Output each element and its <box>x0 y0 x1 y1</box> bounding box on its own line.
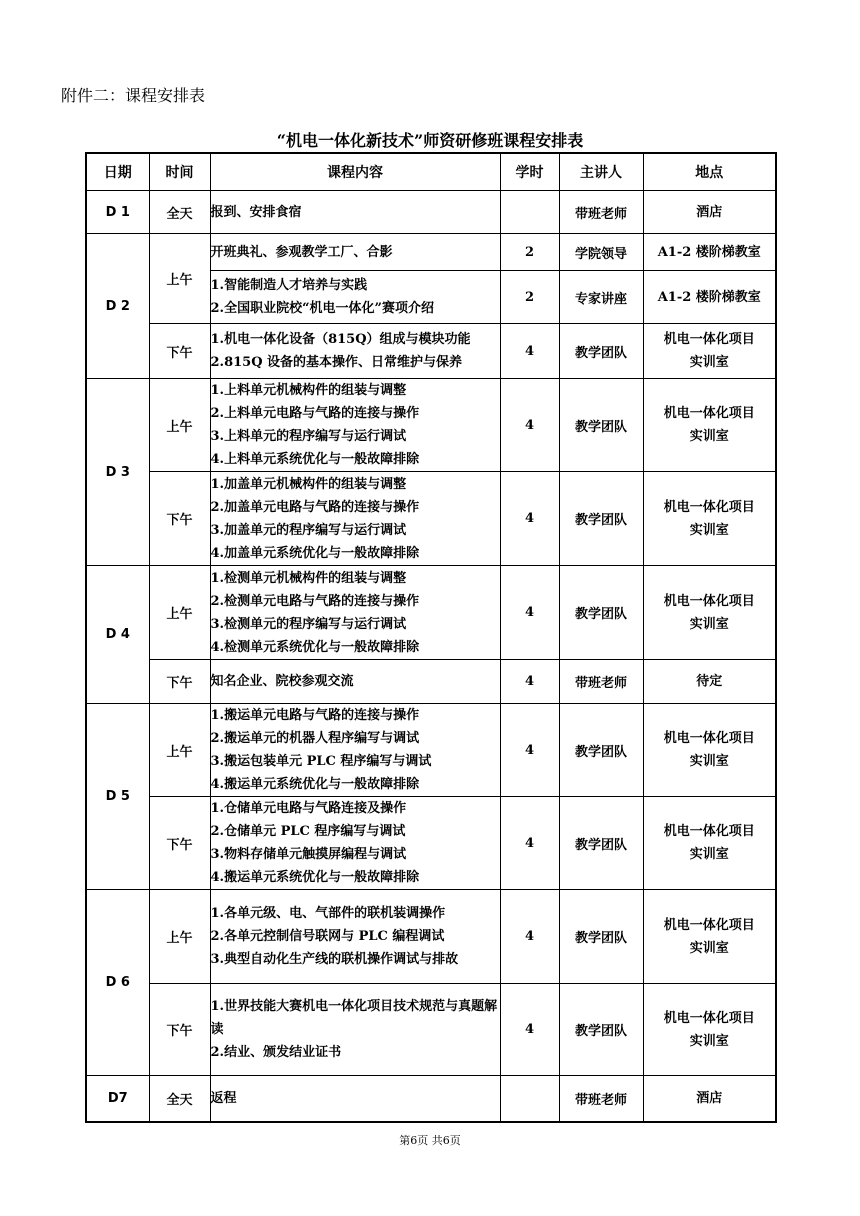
speaker-cell: 带班老师 <box>559 191 643 234</box>
speaker-cell: 教学团队 <box>559 984 643 1076</box>
content-line: 4.搬运单元系统优化与一般故障排除 <box>210 777 420 792</box>
location-cell <box>643 472 776 566</box>
location-line: 机电一体化项目 <box>663 499 755 515</box>
location-cell <box>643 234 776 271</box>
location-line: 机电一体化项目 <box>663 593 755 609</box>
location-line: 机电一体化项目 <box>663 406 755 421</box>
day-cell: D 6 <box>86 890 149 1076</box>
table-row <box>86 324 776 379</box>
location-line: 机电一体化项目 <box>663 917 755 933</box>
location-cell <box>643 704 776 797</box>
page-footer: 第6页 共6页 <box>399 1134 461 1147</box>
hours-cell: 4 <box>500 472 559 566</box>
table-row <box>86 472 776 566</box>
time-cell: 上午 <box>149 234 210 324</box>
location-line: A1-2 楼阶梯教室 <box>657 289 761 305</box>
content-line: 1.加盖单元机械构件的组装与调整 <box>210 476 407 492</box>
content-line: 3.上料单元的程序编写与运行调试 <box>210 429 407 444</box>
location-line: 实训室 <box>689 429 729 444</box>
content-cell <box>210 379 500 472</box>
content-line: 2.搬运单元的机器人程序编写与调试 <box>210 731 420 746</box>
content-cell <box>210 234 500 271</box>
hours-cell: 4 <box>500 660 559 704</box>
speaker-cell: 教学团队 <box>559 324 643 379</box>
location-line: 机电一体化项目 <box>663 824 755 839</box>
location-cell <box>643 271 776 324</box>
table-row <box>86 191 776 234</box>
header-date: 日期 <box>86 153 149 191</box>
content-line: 3.加盖单元的程序编写与运行调试 <box>210 522 407 538</box>
schedule-table <box>85 152 777 1123</box>
content-line: 2.815Q 设备的基本操作、日常维护与保养 <box>210 355 463 370</box>
header-time: 时间 <box>149 153 210 191</box>
speaker-cell: 教学团队 <box>559 379 643 472</box>
location-line: 实训室 <box>689 522 729 538</box>
table-row <box>86 1076 776 1122</box>
schedule-body <box>86 191 776 1122</box>
content-cell <box>210 566 500 660</box>
location-line: A1-2 楼阶梯教室 <box>657 244 761 260</box>
content-line: 1.各单元级、电、气部件的联机装调操作 <box>210 906 446 921</box>
content-line: 4.上料单元系统优化与一般故障排除 <box>210 452 420 467</box>
content-line: 2.各单元控制信号联网与 PLC 编程调试 <box>210 929 445 944</box>
day-cell: D 5 <box>86 704 149 890</box>
location-line: 机电一体化项目 <box>663 731 755 746</box>
table-header-row <box>86 153 776 191</box>
day-cell: D 3 <box>86 379 149 566</box>
content-cell <box>210 191 500 234</box>
content-line: 2.仓储单元 PLC 程序编写与调试 <box>210 824 406 839</box>
content-line: 1.搬运单元电路与气路的连接与操作 <box>210 708 420 723</box>
content-cell <box>210 324 500 379</box>
content-cell <box>210 704 500 797</box>
location-line: 实训室 <box>689 847 729 862</box>
speaker-cell: 教学团队 <box>559 566 643 660</box>
speaker-cell: 教学团队 <box>559 472 643 566</box>
location-line: 实训室 <box>689 1033 729 1049</box>
content-line: 4.加盖单元系统优化与一般故障排除 <box>210 545 420 561</box>
content-cell <box>210 984 500 1076</box>
location-line: 机电一体化项目 <box>663 1010 755 1026</box>
time-cell: 下午 <box>149 324 210 379</box>
speaker-cell: 带班老师 <box>559 1076 643 1122</box>
time-cell: 全天 <box>149 1076 210 1122</box>
speaker-cell: 学院领导 <box>559 234 643 271</box>
content-line: 2.结业、颁发结业证书 <box>210 1045 342 1060</box>
location-line: 酒店 <box>696 1090 723 1106</box>
time-cell: 上午 <box>149 704 210 797</box>
location-cell <box>643 566 776 660</box>
hours-cell: 4 <box>500 890 559 984</box>
speaker-cell: 教学团队 <box>559 797 643 890</box>
location-line: 实训室 <box>689 940 729 956</box>
content-line: 4.搬运单元系统优化与一般故障排除 <box>210 870 420 885</box>
location-line: 酒店 <box>696 204 723 220</box>
content-line: 1.智能制造人才培养与实践 <box>210 278 368 293</box>
hours-cell <box>500 191 559 234</box>
table-row <box>86 704 776 797</box>
location-cell <box>643 379 776 472</box>
content-line: 开班典礼、参观教学工厂、合影 <box>210 244 393 260</box>
table-title: “机电一体化新技术”师资研修班课程安排表 <box>276 131 584 150</box>
hours-cell: 4 <box>500 704 559 797</box>
content-line: 2.检测单元电路与气路的连接与操作 <box>210 593 420 609</box>
table-row <box>86 379 776 472</box>
header-content: 课程内容 <box>210 153 500 191</box>
hours-cell: 4 <box>500 566 559 660</box>
content-cell <box>210 890 500 984</box>
location-cell <box>643 324 776 379</box>
content-line: 2.全国职业院校“机电一体化”赛项介绍 <box>210 301 435 316</box>
time-cell: 上午 <box>149 379 210 472</box>
time-cell: 下午 <box>149 472 210 566</box>
table-row <box>86 566 776 660</box>
content-line: 3.典型自动化生产线的联机操作调试与排故 <box>210 952 459 967</box>
day-cell: D 1 <box>86 191 149 234</box>
content-line: 返程 <box>210 1090 237 1106</box>
location-line: 实训室 <box>689 616 729 632</box>
table-row <box>86 234 776 271</box>
location-cell <box>643 984 776 1076</box>
location-line: 实训室 <box>689 355 729 370</box>
header-location: 地点 <box>643 153 776 191</box>
content-cell <box>210 472 500 566</box>
location-cell <box>643 890 776 984</box>
attachment-label: 附件二：课程安排表 <box>61 86 206 105</box>
content-cell <box>210 1076 500 1122</box>
table-row <box>86 660 776 704</box>
time-cell: 下午 <box>149 984 210 1076</box>
location-cell <box>643 191 776 234</box>
content-line: 1.上料单元机械构件的组装与调整 <box>210 383 407 398</box>
content-cell <box>210 271 500 324</box>
table-row <box>86 797 776 890</box>
content-line: 3.检测单元的程序编写与运行调试 <box>210 616 407 632</box>
location-line: 实训室 <box>689 754 729 769</box>
day-cell: D7 <box>86 1076 149 1122</box>
table-row <box>86 984 776 1076</box>
hours-cell: 4 <box>500 797 559 890</box>
time-cell: 下午 <box>149 797 210 890</box>
location-line: 待定 <box>696 674 723 689</box>
speaker-cell: 教学团队 <box>559 704 643 797</box>
hours-cell <box>500 1076 559 1122</box>
time-cell: 下午 <box>149 660 210 704</box>
content-line: 3.搬运包装单元 PLC 程序编写与调试 <box>210 754 432 769</box>
hours-cell: 2 <box>500 234 559 271</box>
location-cell <box>643 1076 776 1122</box>
speaker-cell: 专家讲座 <box>559 271 643 324</box>
content-cell <box>210 660 500 704</box>
time-cell: 上午 <box>149 890 210 984</box>
hours-cell: 4 <box>500 379 559 472</box>
content-line: 4.检测单元系统优化与一般故障排除 <box>210 639 420 655</box>
hours-cell: 4 <box>500 984 559 1076</box>
content-line: 3.物料存储单元触摸屏编程与调试 <box>210 847 407 862</box>
location-cell <box>643 797 776 890</box>
hours-cell: 2 <box>500 271 559 324</box>
content-line: 2.加盖单元电路与气路的连接与操作 <box>210 499 420 515</box>
content-line: 1.检测单元机械构件的组装与调整 <box>210 570 407 586</box>
hours-cell: 4 <box>500 324 559 379</box>
content-line: 2.上料单元电路与气路的连接与操作 <box>210 406 420 421</box>
header-hours: 学时 <box>500 153 559 191</box>
time-cell: 上午 <box>149 566 210 660</box>
content-line: 报到、安排食宿 <box>210 204 302 220</box>
header-speaker: 主讲人 <box>559 153 643 191</box>
table-row <box>86 890 776 984</box>
day-cell: D 2 <box>86 234 149 379</box>
time-cell: 全天 <box>149 191 210 234</box>
speaker-cell: 带班老师 <box>559 660 643 704</box>
location-cell <box>643 660 776 704</box>
content-line: 1.世界技能大赛机电一体化项目技术规范与真题解读 <box>210 999 498 1037</box>
speaker-cell: 教学团队 <box>559 890 643 984</box>
location-line: 机电一体化项目 <box>663 332 755 347</box>
content-line: 知名企业、院校参观交流 <box>210 674 354 689</box>
content-line: 1.仓储单元电路与气路连接及操作 <box>210 801 407 816</box>
content-line: 1.机电一体化设备（815Q）组成与模块功能 <box>210 332 471 347</box>
content-cell <box>210 797 500 890</box>
day-cell: D 4 <box>86 566 149 704</box>
